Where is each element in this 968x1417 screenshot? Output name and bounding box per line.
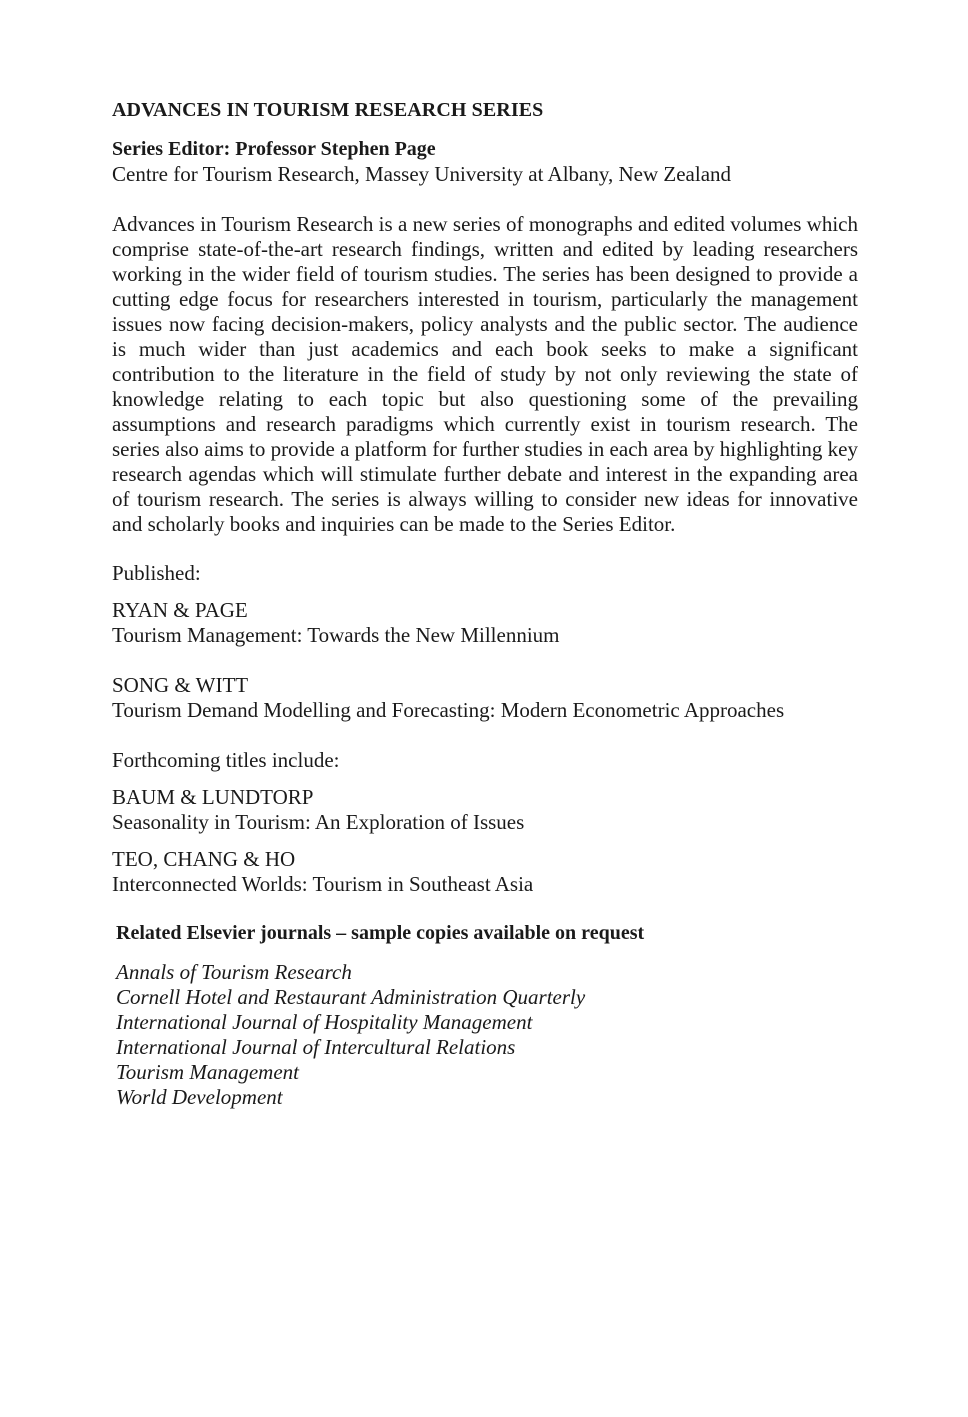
book-title: Tourism Demand Modelling and Forecasting: Modern Econometric Approaches [112,698,785,722]
book-title: Interconnected Worlds: Tourism in Southeast Asia [112,872,534,896]
series-page [112,98,858,1110]
series-title: ADVANCES IN TOURISM RESEARCH SERIES [112,99,544,121]
book-authors: RYAN & PAGE [112,598,248,622]
book-title: Tourism Management: Towards the New Millennium [112,623,560,647]
published-label: Published: [112,561,201,585]
forthcoming-label: Forthcoming titles include: [112,748,340,772]
series-editor: Series Editor: Professor Stephen Page [112,138,436,160]
journal-item: Annals of Tourism Research [116,960,352,984]
journal-item: World Development [116,1085,283,1109]
forthcoming-book [112,785,858,835]
journal-item: International Journal of Intercultural Relations [116,1035,516,1059]
published-book [112,673,858,723]
book-authors: TEO, CHANG & HO [112,847,296,871]
series-description: Advances in Tourism Research is a new series of monographs and edited volumes which comprise state-of-the-art research findings, written and edited by leading researchers working in the wider field of tourism studies. The series has been designed to provide a cutting edge focus for researchers interested in tourism, particularly the management issues now facing decision-makers, policy analysts and the public sector. The audience is much wider than just academics and each book seeks to make a significant contribution to the literature in the field of study by not only reviewing the state of knowledge relating to each topic but also questioning some of the prevailing assumptions and research paradigms which currently exist in tourism research. The series also aims to provide a platform for further studies in each area by highlighting key research agendas which will stimulate further debate and interest in the expanding area of tourism research. The series is always willing to consider new ideas for innovative and scholarly books and inquiries can be made to the Series Editor. [112,212,858,536]
book-authors: BAUM & LUNDTORP [112,785,314,809]
journal-item: Cornell Hotel and Restaurant Administration Quarterly [116,985,586,1009]
forthcoming-book [112,847,858,897]
book-title: Seasonality in Tourism: An Exploration of Issues [112,810,525,834]
journal-item: International Journal of Hospitality Management [116,1010,533,1034]
journal-list [116,960,858,1110]
related-journals-heading: Related Elsevier journals – sample copies available on request [116,922,645,944]
book-authors: SONG & WITT [112,673,249,697]
editor-affiliation: Centre for Tourism Research, Massey University at Albany, New Zealand [112,162,732,186]
journal-item: Tourism Management [116,1060,299,1084]
published-book [112,598,858,648]
